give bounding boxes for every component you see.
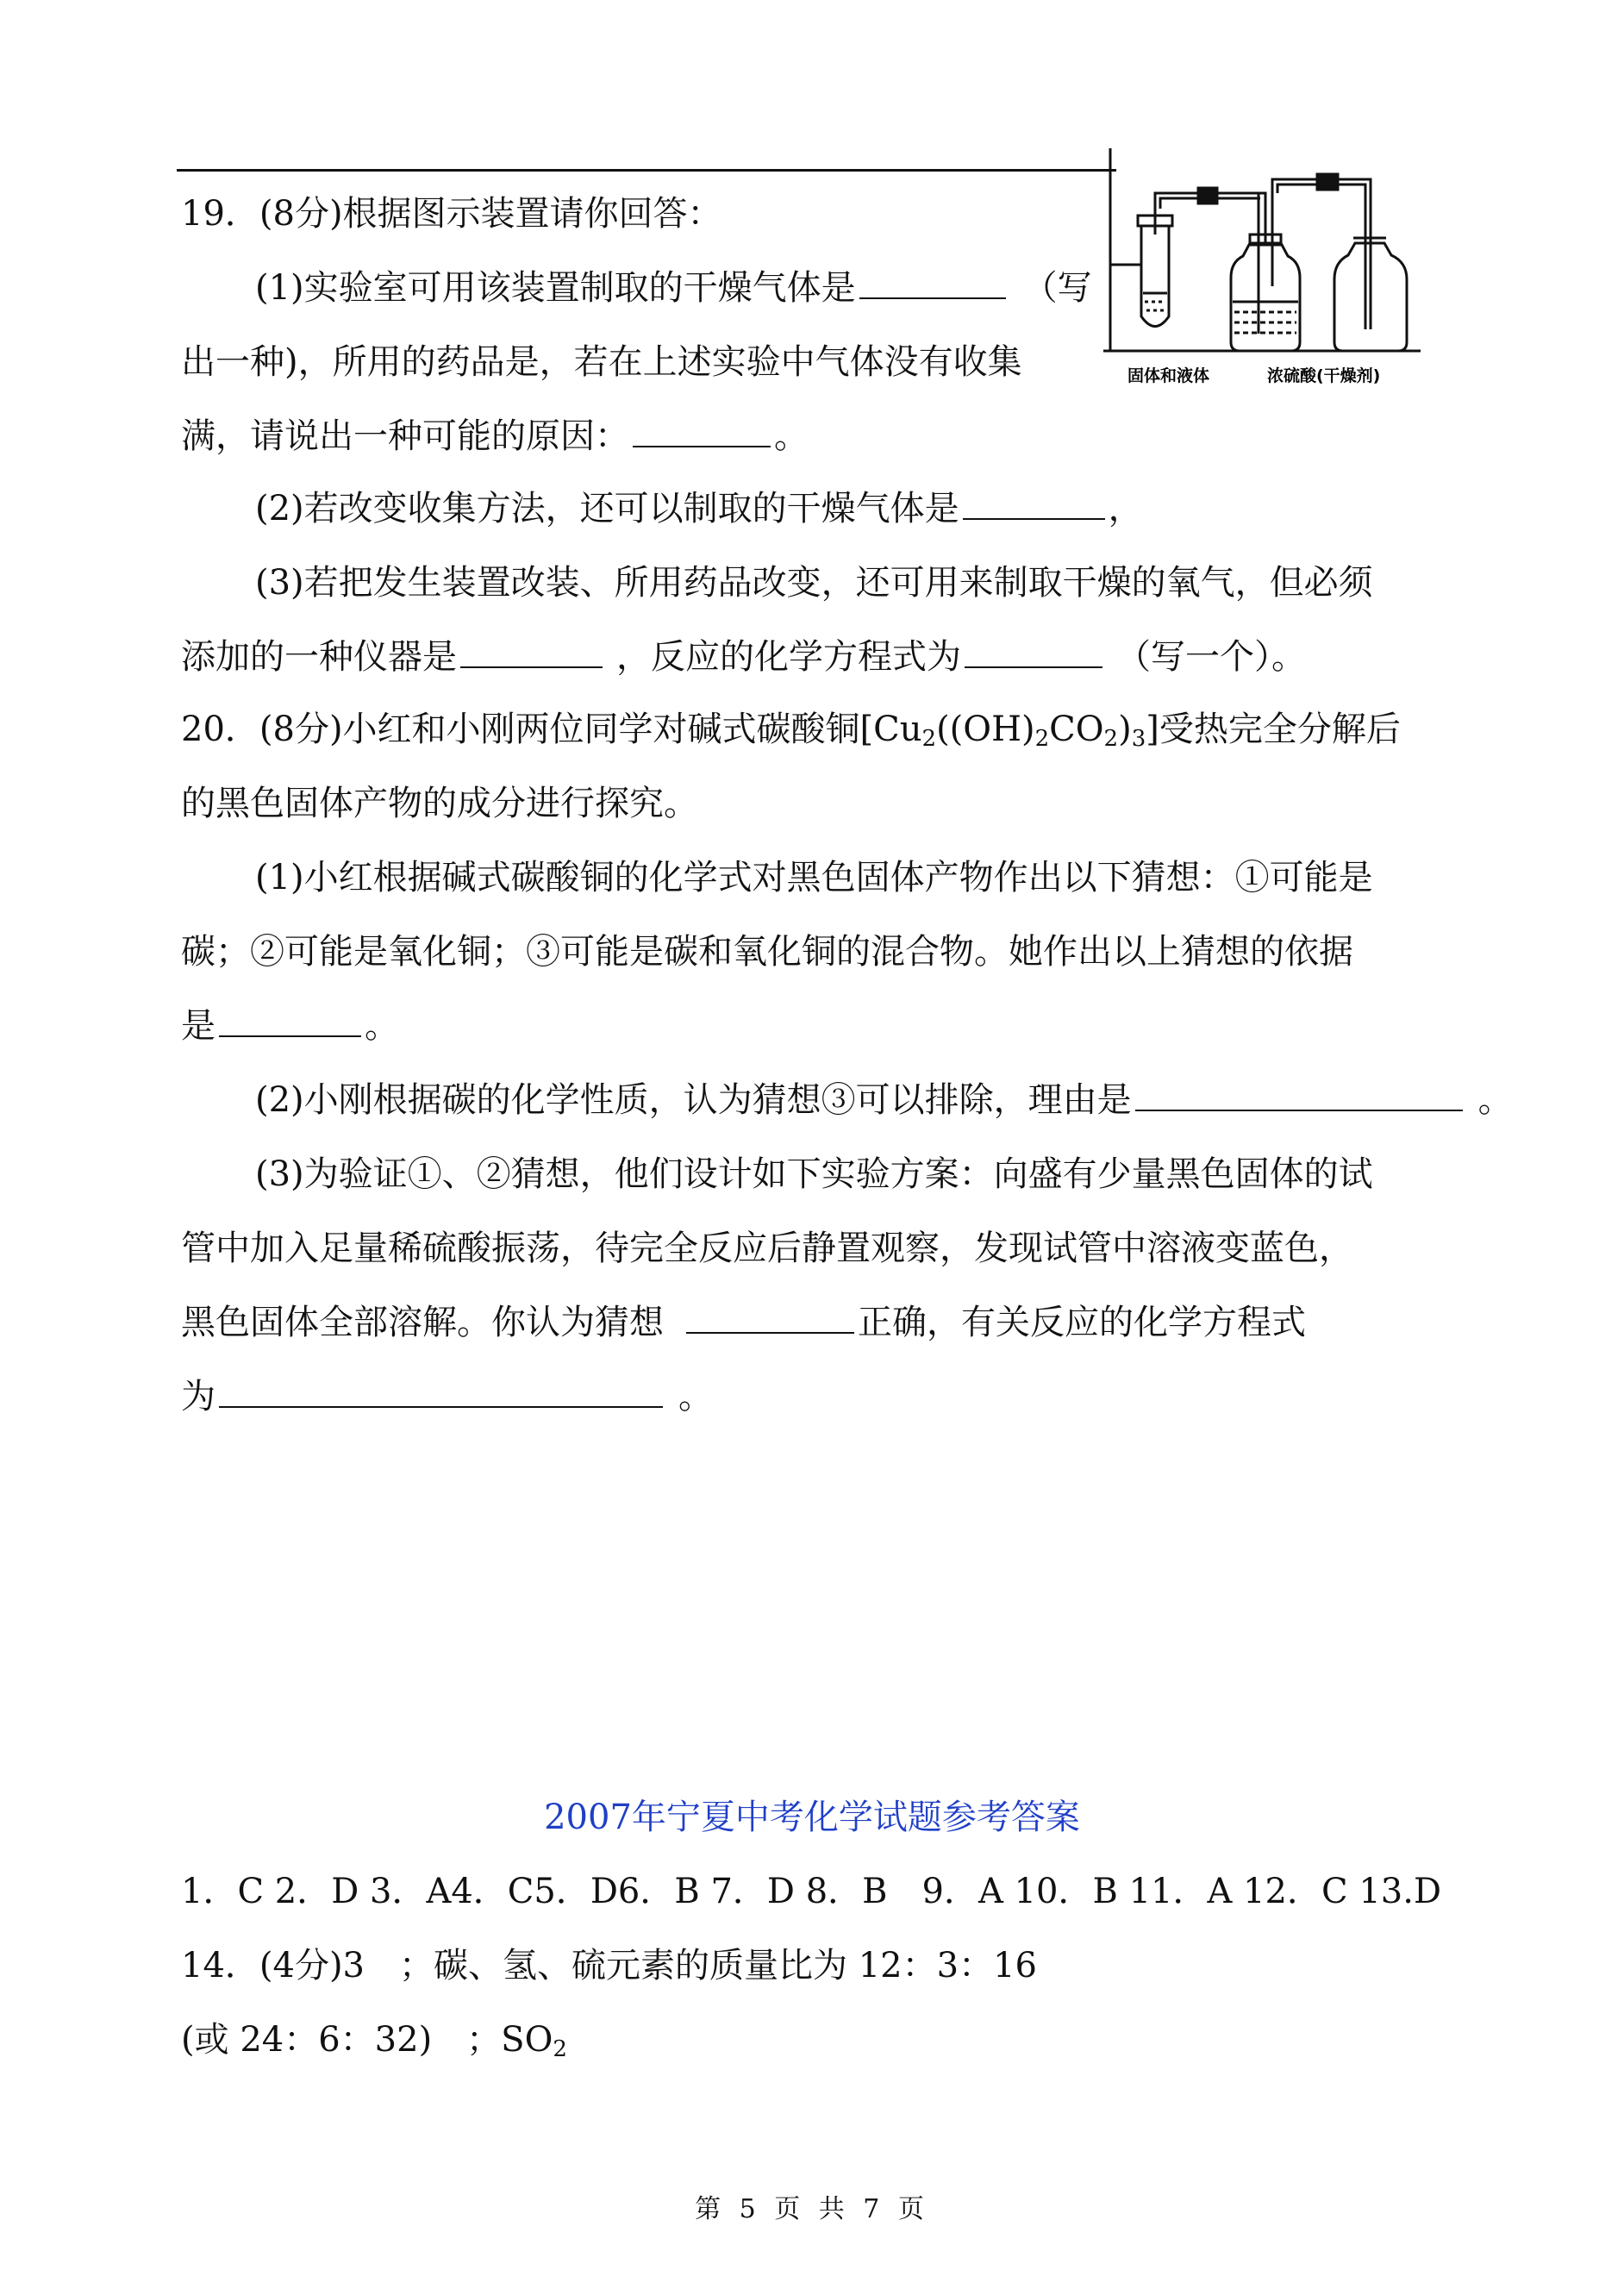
q20-part2: (2)小刚根据碳的化学性质，认为猜想③可以排除，理由是 。 bbox=[255, 1080, 1513, 1120]
q20-part3-line3: 黑色固体全部溶解。你认为猜想 正确，有关反应的化学方程式 bbox=[181, 1303, 1306, 1342]
q20-part1-line3: 是 。 bbox=[181, 1006, 399, 1046]
answer-blank[interactable] bbox=[859, 268, 1006, 299]
page-footer: 第 5 页 共 7 页 bbox=[695, 2194, 929, 2224]
gas-generation-apparatus-figure bbox=[1103, 148, 1422, 398]
answer-blank[interactable] bbox=[1135, 1080, 1463, 1111]
q20-part3-line4: 为 。 bbox=[181, 1377, 713, 1416]
top-rule bbox=[177, 169, 1116, 172]
answer-blank[interactable] bbox=[965, 637, 1102, 668]
q20-stem-line1: 20．(8分)小红和小刚两位同学对碱式碳酸铜$[Cu_2((OH)_2CO_2)_3]$受热完全分解后 bbox=[181, 710, 1401, 752]
answers-line3: (或 24：6：32) ；$SO_2$ bbox=[181, 2020, 567, 2062]
q19-part3-line1: (3)若把发生装置改装、所用药品改变，还可用来制取干燥的氧气，但必须 bbox=[255, 563, 1373, 603]
q20-part3-line2: 管中加入足量稀硫酸振荡，待完全反应后静置观察，发现试管中溶液变蓝色， bbox=[181, 1229, 1353, 1268]
answer-blank[interactable] bbox=[219, 1006, 361, 1037]
q19-part1-line3: 满，请说出一种可能的原因： 。 bbox=[181, 416, 809, 456]
answer-section-title: 2007年宁夏中考化学试题参考答案 bbox=[544, 1798, 1080, 1837]
q20-stem-line2: 的黑色固体产物的成分进行探究。 bbox=[181, 784, 698, 823]
answers-line1: 1．C 2．D 3．A4．C5．D6．B 7．D 8．B 9．A 10．B 11．A 12．C 13.D bbox=[181, 1872, 1442, 1911]
caption-right: 浓硫酸(干燥剂) bbox=[1267, 366, 1381, 385]
answer-blank[interactable] bbox=[686, 1303, 854, 1334]
answer-blank[interactable] bbox=[633, 416, 771, 447]
answer-blank[interactable] bbox=[460, 637, 603, 668]
drying-bottle bbox=[1231, 243, 1300, 351]
q19-part1-line1: (1)实验室可用该装置制取的干燥气体是 （写 bbox=[255, 268, 1092, 308]
q19-part3-line2: 添加的一种仪器是 ，反应的化学方程式为 （写一个）。 bbox=[181, 637, 1306, 677]
answers-line2: 14．(4分)3 ；碳、氢、硫元素的质量比为 12：3：16 bbox=[181, 1946, 1037, 1985]
q20-part1-line1: (1)小红根据碱式碳酸铜的化学式对黑色固体产物作出以下猜想：①可能是 bbox=[255, 858, 1373, 897]
caption-left: 固体和液体 bbox=[1127, 366, 1210, 385]
q19-part2: (2)若改变收集方法，还可以制取的干燥气体是 ， bbox=[255, 489, 1143, 528]
q19-stem: 19．(8分)根据图示装置请你回答： bbox=[181, 194, 722, 234]
q20-part3-line1: (3)为验证①、②猜想，他们设计如下实验方案：向盛有少量黑色固体的试 bbox=[255, 1154, 1373, 1194]
q20-part1-line2: 碳；②可能是氧化铜；③可能是碳和氧化铜的混合物。她作出以上猜想的依据 bbox=[181, 932, 1353, 972]
answer-blank[interactable] bbox=[963, 489, 1105, 520]
answer-blank[interactable] bbox=[219, 1377, 663, 1408]
q19-part1-line2: 出一种)，所用的药品是，若在上述实验中气体没有收集 bbox=[181, 342, 1022, 382]
